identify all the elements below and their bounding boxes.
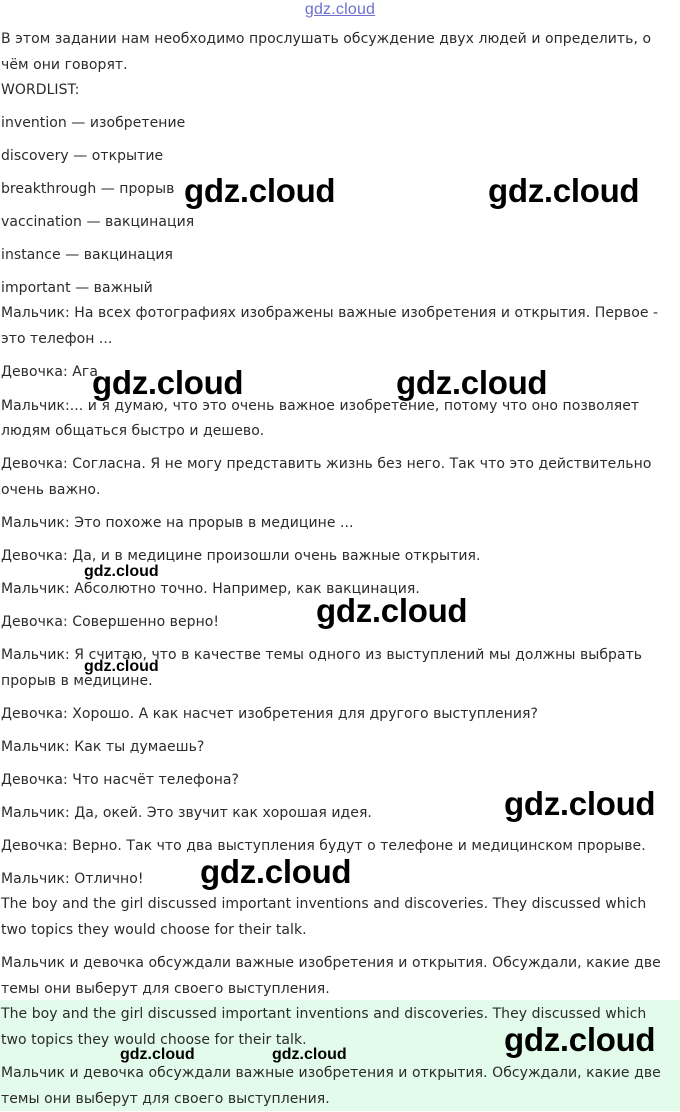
watermark: gdz.cloud [504,1021,656,1058]
wordlist-item: important — важный [1,280,153,296]
summary-line: темы они выберут для своего выступления. [1,981,330,997]
dialogue-line: Мальчик: Это похоже на прорыв в медицине ... [1,515,354,531]
watermark: gdz.cloud [120,1046,195,1063]
summary-line: Мальчик и девочка обсуждали важные изобретения и открытия. Обсуждали, какие две [1,955,661,971]
wordlist-item: discovery — открытие [1,148,164,164]
dialogue-line: Мальчик:... и я думаю, что это очень важное изобретение, потому что оно позволяет [1,398,640,414]
watermark: gdz.cloud [200,853,352,890]
watermark: gdz.cloud [84,563,159,580]
dialogue-line: Девочка: Что насчёт телефона? [1,772,240,788]
dialogue-line: Мальчик: Я считаю, что в качестве темы одного из выступлений мы должны выбрать [1,647,643,663]
answer-line: темы они выберут для своего выступления. [1,1091,330,1107]
watermark: gdz.cloud [316,592,468,629]
watermark: gdz.cloud [396,364,548,401]
wordlist-item: invention — изобретение [1,115,186,131]
dialogue-line: Девочка: Совершенно верно! [1,614,220,630]
dialogue-line: людям общаться быстро и дешево. [1,423,265,439]
watermark: gdz.cloud [488,172,640,209]
watermark: gdz.cloud [92,364,244,401]
dialogue-line: Мальчик: Как ты думаешь? [1,739,205,755]
dialogue-line: Мальчик: Отлично! [1,871,144,887]
watermark: gdz.cloud [272,1046,347,1063]
dialogue-line: очень важно. [1,482,101,498]
dialogue-line: Девочка: Ага [1,364,98,380]
answer-line: Мальчик и девочка обсуждали важные изобретения и открытия. Обсуждали, какие две [1,1065,661,1081]
answer-line: two topics they would choose for their talk. [1,1032,307,1048]
watermark: gdz.cloud [504,785,656,822]
dialogue-line: прорыв в медицине. [1,673,153,689]
summary-line: two topics they would choose for their talk. [1,922,307,938]
dialogue-line: Девочка: Да, и в медицине произошли очень важные открытия. [1,548,481,564]
intro-line-2: чём они говорят. [1,57,128,73]
dialogue-line: Мальчик: На всех фотографиях изображены важные изобретения и открытия. Первое - [1,305,659,321]
wordlist-item: instance — вакцинация [1,247,173,263]
summary-line: The boy and the girl discussed important inventions and discoveries. They discussed which [1,896,647,912]
dialogue-line: Девочка: Верно. Так что два выступления будут о телефоне и медицинском прорыве. [1,838,646,854]
dialogue-line: Мальчик: Да, окей. Это звучит как хорошая идея. [1,805,372,821]
watermark: gdz.cloud [184,172,336,209]
wordlist-heading: WORDLIST: [1,82,80,98]
intro-line-1: В этом задании нам необходимо прослушать обсуждение двух людей и определить, о [1,31,652,47]
dialogue-line: Девочка: Хорошо. А как насчет изобретения для другого выступления? [1,706,538,722]
wordlist-item: vaccination — вакцинация [1,214,195,230]
wordlist-item: breakthrough — прорыв [1,181,175,197]
site-logo-link[interactable]: gdz.cloud [304,1,376,18]
answer-line: The boy and the girl discussed important inventions and discoveries. They discussed which [1,1006,647,1022]
dialogue-line: Девочка: Согласна. Я не могу представить жизнь без него. Так что это действительно [1,456,652,472]
dialogue-line: это телефон ... [1,331,113,347]
watermark: gdz.cloud [84,658,159,675]
dialogue-line: Мальчик: Абсолютно точно. Например, как вакцинация. [1,581,420,597]
